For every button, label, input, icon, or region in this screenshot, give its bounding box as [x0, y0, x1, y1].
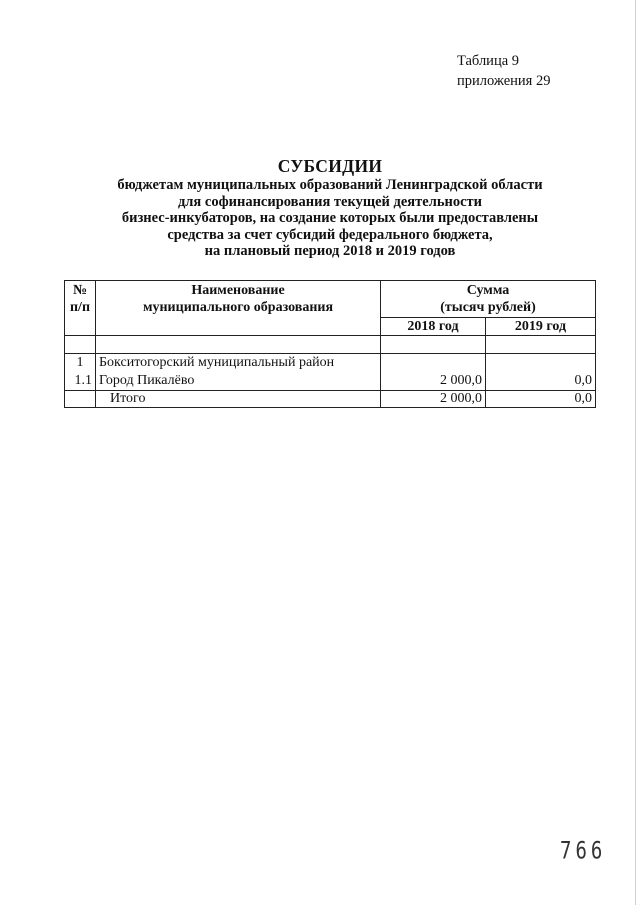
table-total-row: [65, 391, 596, 408]
header-year-2018: 2018 год: [381, 318, 486, 336]
heading-line-5: на плановый период 2018 и 2019 годов: [204, 243, 456, 259]
reference-line-1: Таблица 9: [457, 53, 520, 69]
table-spacer-row: [65, 336, 596, 354]
row-value-2019: [486, 354, 596, 373]
header-sum: Сумма (тысяч рублей): [381, 281, 596, 318]
heading-line-3: бизнес-инкубаторов, на создание которых были предоставлены: [121, 210, 539, 226]
heading-line-1: бюджетам муниципальных образований Ленинградской области: [117, 177, 543, 193]
subsidy-table: [64, 280, 596, 408]
row-value-2018: 2 000,0: [381, 372, 486, 391]
reference-line-2: приложения 29: [457, 73, 551, 89]
table-header-row: [65, 281, 596, 318]
heading-line-2: для софинансирования текущей деятельности: [177, 193, 483, 210]
heading-line-4: средства за счет субсидий федерального бюджета,: [167, 226, 493, 243]
table-reference: [457, 51, 550, 91]
page-number: 766: [560, 837, 607, 865]
total-value-2019: 0,0: [486, 391, 596, 408]
row-number: 1: [65, 354, 96, 373]
document-heading: [0, 155, 640, 260]
row-number: 1.1: [65, 372, 96, 391]
header-number: № п/п: [65, 281, 96, 336]
row-name: Бокситогорский муниципальный район: [96, 354, 381, 373]
row-name: Город Пикалёво: [96, 372, 381, 391]
total-value-2018: 2 000,0: [381, 391, 486, 408]
header-name: Наименование муниципального образования: [96, 281, 381, 336]
row-value-2019: 0,0: [486, 372, 596, 391]
total-label: Итого: [96, 391, 381, 408]
table-row: [65, 354, 596, 373]
header-year-2019: 2019 год: [486, 318, 596, 336]
heading-title: СУБСИДИИ: [277, 156, 383, 176]
table-row: [65, 372, 596, 391]
scan-edge-line: [635, 0, 636, 905]
row-value-2018: [381, 354, 486, 373]
